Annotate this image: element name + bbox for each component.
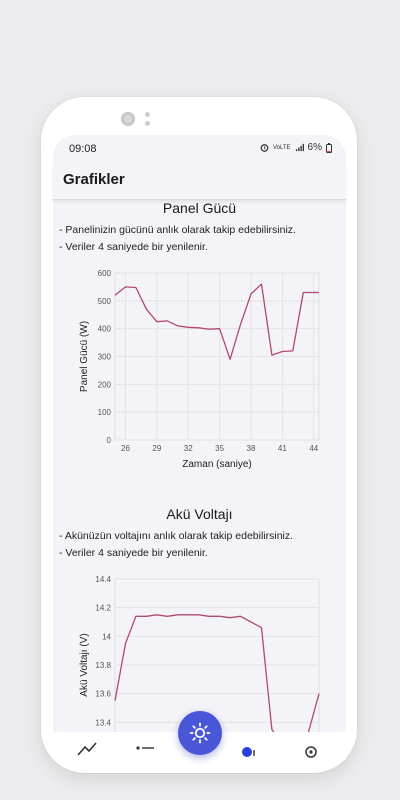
section-desc-line: - Veriler 4 saniyede bir yenilenir.	[59, 547, 208, 559]
y-tick-label: 14.4	[95, 575, 111, 584]
y-axis-label: Panel Gücü (W)	[79, 320, 90, 393]
x-tick-label: 26	[121, 444, 130, 453]
x-tick-label: 35	[215, 444, 225, 453]
nav-chart-icon[interactable]	[75, 738, 99, 758]
nav-list-icon[interactable]	[133, 738, 157, 758]
nav-settings-icon[interactable]	[299, 738, 323, 758]
y-tick-label: 14	[102, 632, 111, 642]
battery-voltage-chart	[53, 567, 346, 730]
signal-icon	[295, 143, 304, 152]
status-time: 09:08	[69, 143, 97, 155]
volte-label: VoLTE	[272, 144, 291, 151]
sun-icon	[189, 722, 211, 744]
alarm-icon	[260, 143, 269, 152]
section-desc-line: - Akünüzün voltajını anlık olarak takip edebilirsiniz.	[59, 530, 294, 542]
section-title-battery-voltage: Akü Voltajı	[166, 506, 233, 522]
camera-icon	[121, 112, 135, 126]
battery-percent: 6%	[307, 142, 322, 153]
section-desc-line: - Veriler 4 saniyede bir yenilenir.	[59, 241, 208, 253]
x-tick-label: 32	[183, 444, 193, 453]
section-title-panel-power: Panel Gücü	[162, 200, 237, 216]
y-tick-label: 400	[97, 324, 111, 334]
x-tick-label: 44	[309, 444, 319, 453]
y-tick-label: 13.6	[95, 689, 111, 699]
screen	[53, 135, 346, 760]
panel-power-chart	[53, 260, 346, 475]
y-tick-label: 14.2	[95, 603, 111, 613]
status-bar	[53, 135, 346, 163]
nav-active-dot-icon[interactable]	[239, 738, 263, 758]
x-axis-label: Zaman (saniye)	[182, 459, 252, 470]
sensor-dot	[145, 112, 150, 117]
section-desc-line: - Panelinizin gücünü anlık olarak takip edebilirsiniz.	[59, 224, 296, 236]
app-bar	[53, 163, 346, 200]
y-tick-label: 500	[97, 296, 111, 306]
sensor-dot	[145, 121, 150, 126]
y-tick-label: 13.8	[95, 661, 111, 670]
x-tick-label: 41	[277, 444, 287, 453]
page-title: Grafikler	[63, 171, 125, 188]
sun-fab-button[interactable]	[178, 711, 222, 755]
y-tick-label: 13.4	[95, 718, 111, 728]
y-tick-label: 300	[97, 352, 111, 362]
y-tick-label: 0	[106, 436, 111, 445]
charts-scroll-area[interactable]	[53, 200, 346, 730]
status-icons	[260, 142, 332, 153]
y-axis-label: Akü Voltajı (V)	[79, 633, 90, 697]
series-line	[115, 284, 319, 359]
x-tick-label: 29	[152, 444, 162, 453]
battery-icon	[326, 143, 332, 153]
y-tick-label: 200	[97, 380, 111, 390]
x-tick-label: 38	[246, 444, 256, 453]
y-tick-label: 600	[97, 269, 111, 278]
y-tick-label: 100	[97, 408, 111, 418]
